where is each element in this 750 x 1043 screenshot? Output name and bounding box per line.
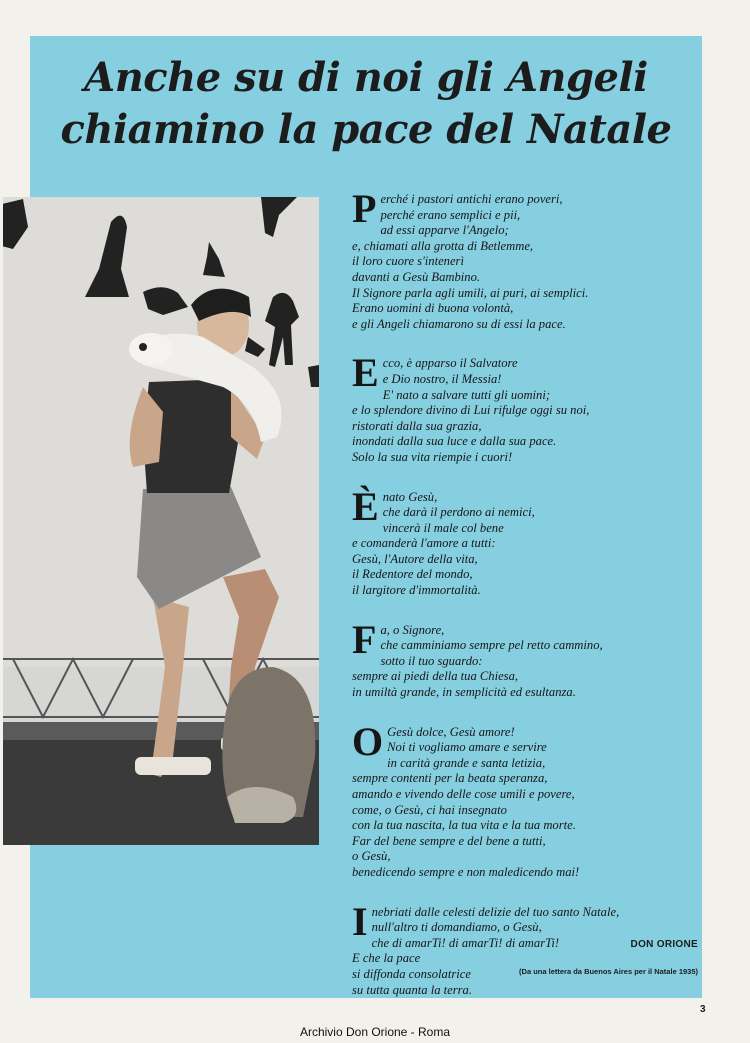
poem-line: in carità grande e santa letizia, [387, 755, 546, 770]
stanza [352, 616, 692, 701]
poem-line: e gli Angeli chiamarono su di essi la pace. [352, 316, 566, 331]
poem-line: Il Signore parla agli umili, ai puri, ai semplici. [352, 285, 589, 300]
poem-line: inondati dalla sua luce e dalla sua pace. [352, 434, 557, 449]
poem-line: che di amarTi! di amarTi! di amarTi! [371, 935, 560, 950]
stanza [352, 898, 692, 999]
poem-line: e comanderà l'amore a tutti: [352, 536, 496, 551]
poem-line: Noi ti vogliamo amare e servire [387, 740, 547, 755]
poem-line: sempre ai piedi della tua Chiesa, [352, 669, 519, 684]
stanza [352, 350, 692, 465]
poem-line: nato Gesù, [382, 489, 438, 504]
poem-line: benedicendo sempre e non maledicendo mai! [352, 864, 580, 879]
poem-line: null'altro ti domandiamo, o Gesù, [371, 920, 542, 935]
poem-line: il loro cuore s'intenerì [352, 254, 464, 269]
poem-line: in umiltà grande, in semplicità ed esultanza. [352, 685, 576, 700]
poem-line: perché erano semplici e pii, [380, 207, 521, 222]
poem [352, 186, 692, 1022]
poem-line: vincerà il male col bene [382, 520, 504, 535]
poem-line: come, o Gesù, ci hai insegnato [352, 802, 507, 817]
stanza [352, 483, 692, 599]
drop-cap: F [352, 616, 377, 662]
poem-line: a, o Signore, [380, 622, 445, 637]
poem-line: Erano uomini di buona volontà, [352, 301, 514, 316]
drop-cap: O [352, 718, 384, 764]
poem-line: si diffonda consolatrice [352, 966, 471, 981]
poem-line: Far del bene sempre e del bene a tutti, [352, 833, 546, 848]
drop-cap: È [352, 483, 379, 529]
poem-line: E' nato a salvare tutti gli uomini; [382, 387, 551, 402]
poem-line: che camminiamo sempre pel retto cammino, [380, 638, 603, 653]
poem-line: sotto il tuo sguardo: [380, 653, 483, 668]
archive-label: Archivio Don Orione - Roma [299, 1025, 451, 1039]
poem-line: amando e vivendo delle cose umili e povere, [352, 787, 575, 801]
poem-line: sempre contenti per la beata speranza, [352, 771, 548, 786]
drop-cap: I [352, 898, 368, 944]
poem-line: il largitore d'immortalità. [352, 583, 481, 598]
stanza [352, 718, 692, 881]
poem-line: E che la pace [352, 951, 421, 966]
drop-cap: P [352, 186, 377, 231]
poem-line: ristorati dalla sua grazia, [352, 418, 482, 433]
poem-line: Gesù dolce, Gesù amore! [387, 724, 515, 739]
title-line-1: Anche su di noi gli Angeli [84, 54, 648, 101]
nativity-play-photo [3, 197, 319, 845]
author-signature: DON ORIONE [630, 939, 698, 950]
poem-line: ad essi apparve l'Angelo; [380, 223, 509, 238]
poem-line: che darà il perdono ai nemici, [382, 505, 535, 520]
poem-line: il Redentore del mondo, [352, 567, 473, 582]
poem-line: e, chiamati alla grotta di Betlemme, [352, 238, 534, 253]
poem-line: e lo splendore divino di Lui rifulge oggi su noi, [352, 403, 590, 418]
poem-line: su tutta quanta la terra. [352, 982, 472, 997]
poem-line: Solo la sua vita riempie i cuori! [352, 449, 513, 464]
poem-line: erché i pastori antichi erano poveri, [380, 192, 563, 206]
poem-line: davanti a Gesù Bambino. [352, 269, 481, 284]
poem-line: o Gesù, [352, 849, 391, 864]
poem-line: Gesù, l'Autore della vita, [352, 551, 478, 566]
poem-line: nebriati dalle celesti delizie del tuo santo Natale, [371, 904, 620, 919]
poem-line: e Dio nostro, il Messia! [382, 371, 502, 386]
drop-cap: E [352, 350, 379, 396]
poem-line: con la tua nascita, la tua vita e la tua morte. [352, 818, 576, 833]
page-number: 3 [700, 1004, 706, 1015]
title-line-2: chiamino la pace del Natale [60, 106, 672, 153]
source-note: (Da una lettera da Buenos Aires per il Natale 1935) [519, 967, 698, 976]
poem-line: cco, è apparso il Salvatore [382, 356, 518, 371]
stanza [352, 186, 692, 332]
page-title [30, 52, 702, 156]
